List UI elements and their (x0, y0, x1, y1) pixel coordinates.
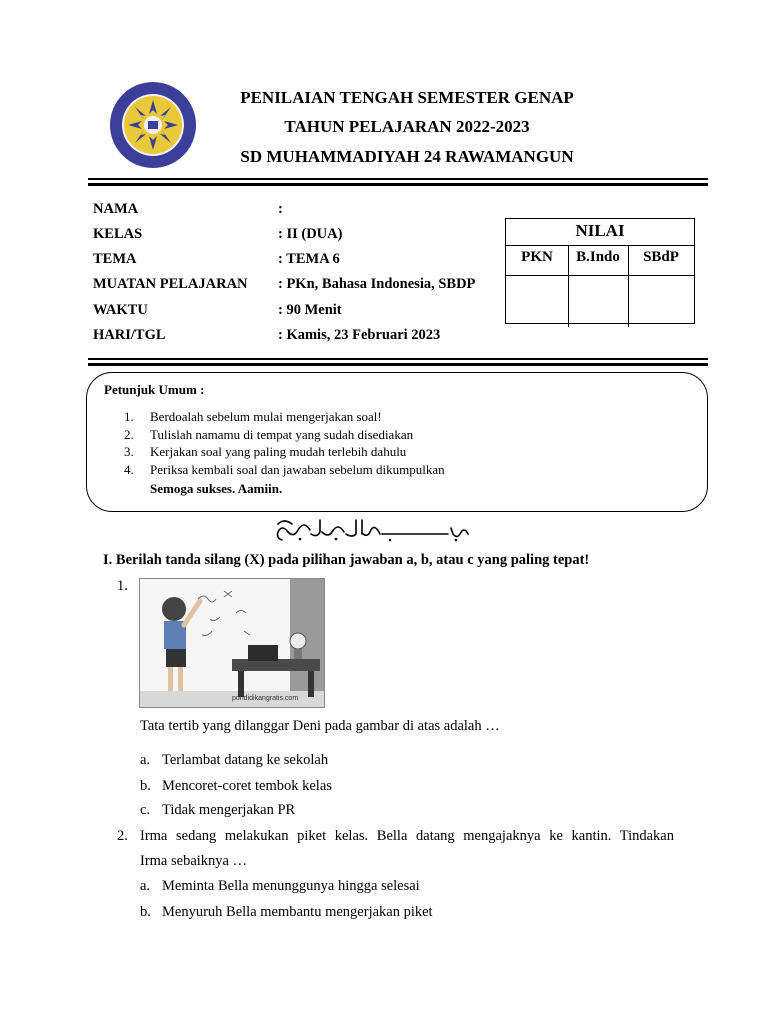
score-table (505, 218, 695, 324)
question-number: 2. (117, 828, 128, 844)
name-label: NAMA (93, 201, 139, 217)
subject-label: MUATAN PELAJARAN (93, 276, 248, 292)
score-col-bindo: B.Indo (576, 249, 620, 265)
image-watermark: pondidikangratis.com (232, 695, 299, 702)
question-text: Tata tertib yang dilanggar Deni pada gambar di atas adalah … (140, 718, 500, 734)
school-name: SD MUHAMMADIYAH 24 RAWAMANGUN (240, 147, 574, 166)
duration-value: : 90 Menit (278, 302, 342, 318)
question-number: 1. (117, 578, 128, 594)
option-b[interactable]: b. Menyuruh Bella membantu mengerjakan piket (140, 904, 433, 920)
question-text: Irma sedang melakukan piket kelas. Bella datang mengajaknya ke kantin. Tindakan (140, 828, 674, 844)
class-value: : II (DUA) (278, 226, 343, 242)
basmalah-calligraphy (270, 514, 476, 544)
class-label: KELAS (93, 226, 143, 242)
section-title: I. Berilah tanda silang (X) pada pilihan jawaban a, b, atau c yang paling tepat! (103, 552, 590, 568)
question-illustration (139, 578, 325, 708)
closing-wish: Semoga sukses. Aamiin. (150, 481, 283, 496)
date-value: : Kamis, 23 Februari 2023 (278, 327, 441, 343)
list-item: 2. Tulislah namamu di tempat yang sudah disediakan (124, 426, 414, 442)
boy-drawing-on-wall-illustration (140, 579, 324, 707)
header-rule-top (88, 178, 708, 180)
exam-title: PENILAIAN TENGAH SEMESTER GENAP (240, 88, 574, 107)
theme-label: TEMA (93, 251, 137, 267)
option-a[interactable]: a. Terlambat datang ke sekolah (140, 752, 329, 768)
school-year: TAHUN PELAJARAN 2022-2023 (284, 117, 530, 136)
list-item: 4. Periksa kembali soal dan jawaban sebelum dikumpulkan (124, 461, 445, 477)
score-table-title: NILAI (575, 221, 625, 240)
list-item: 1. Berdoalah sebelum mulai mengerjakan soal! (124, 409, 382, 424)
option-c[interactable]: c. Tidak mengerjakan PR (140, 802, 296, 818)
duration-label: WAKTU (93, 302, 148, 318)
name-value: : (278, 201, 283, 217)
question-text: Irma sebaiknya … (140, 853, 248, 869)
score-table-divider (506, 245, 694, 246)
instructions-list (124, 408, 445, 478)
score-col-pkn: PKN (521, 249, 553, 265)
option-a[interactable]: a. Meminta Bella menunggunya hingga selesai (140, 878, 420, 894)
theme-value: : TEMA 6 (278, 251, 340, 267)
score-table-divider (506, 275, 694, 276)
date-label: HARI/TGL (93, 327, 166, 343)
instructions-title: Petunjuk Umum : (104, 382, 205, 397)
identity-rule-bottom (88, 363, 708, 366)
identity-rule-top (88, 358, 708, 360)
list-item: 3. Kerjakan soal yang paling mudah terlebih dahulu (124, 444, 407, 459)
score-col-sbdp: SBdP (643, 249, 679, 265)
option-b[interactable]: b. Mencoret-coret tembok kelas (140, 778, 332, 794)
header-rule-bottom (88, 183, 708, 186)
subject-value: : PKn, Bahasa Indonesia, SBDP (278, 276, 476, 292)
